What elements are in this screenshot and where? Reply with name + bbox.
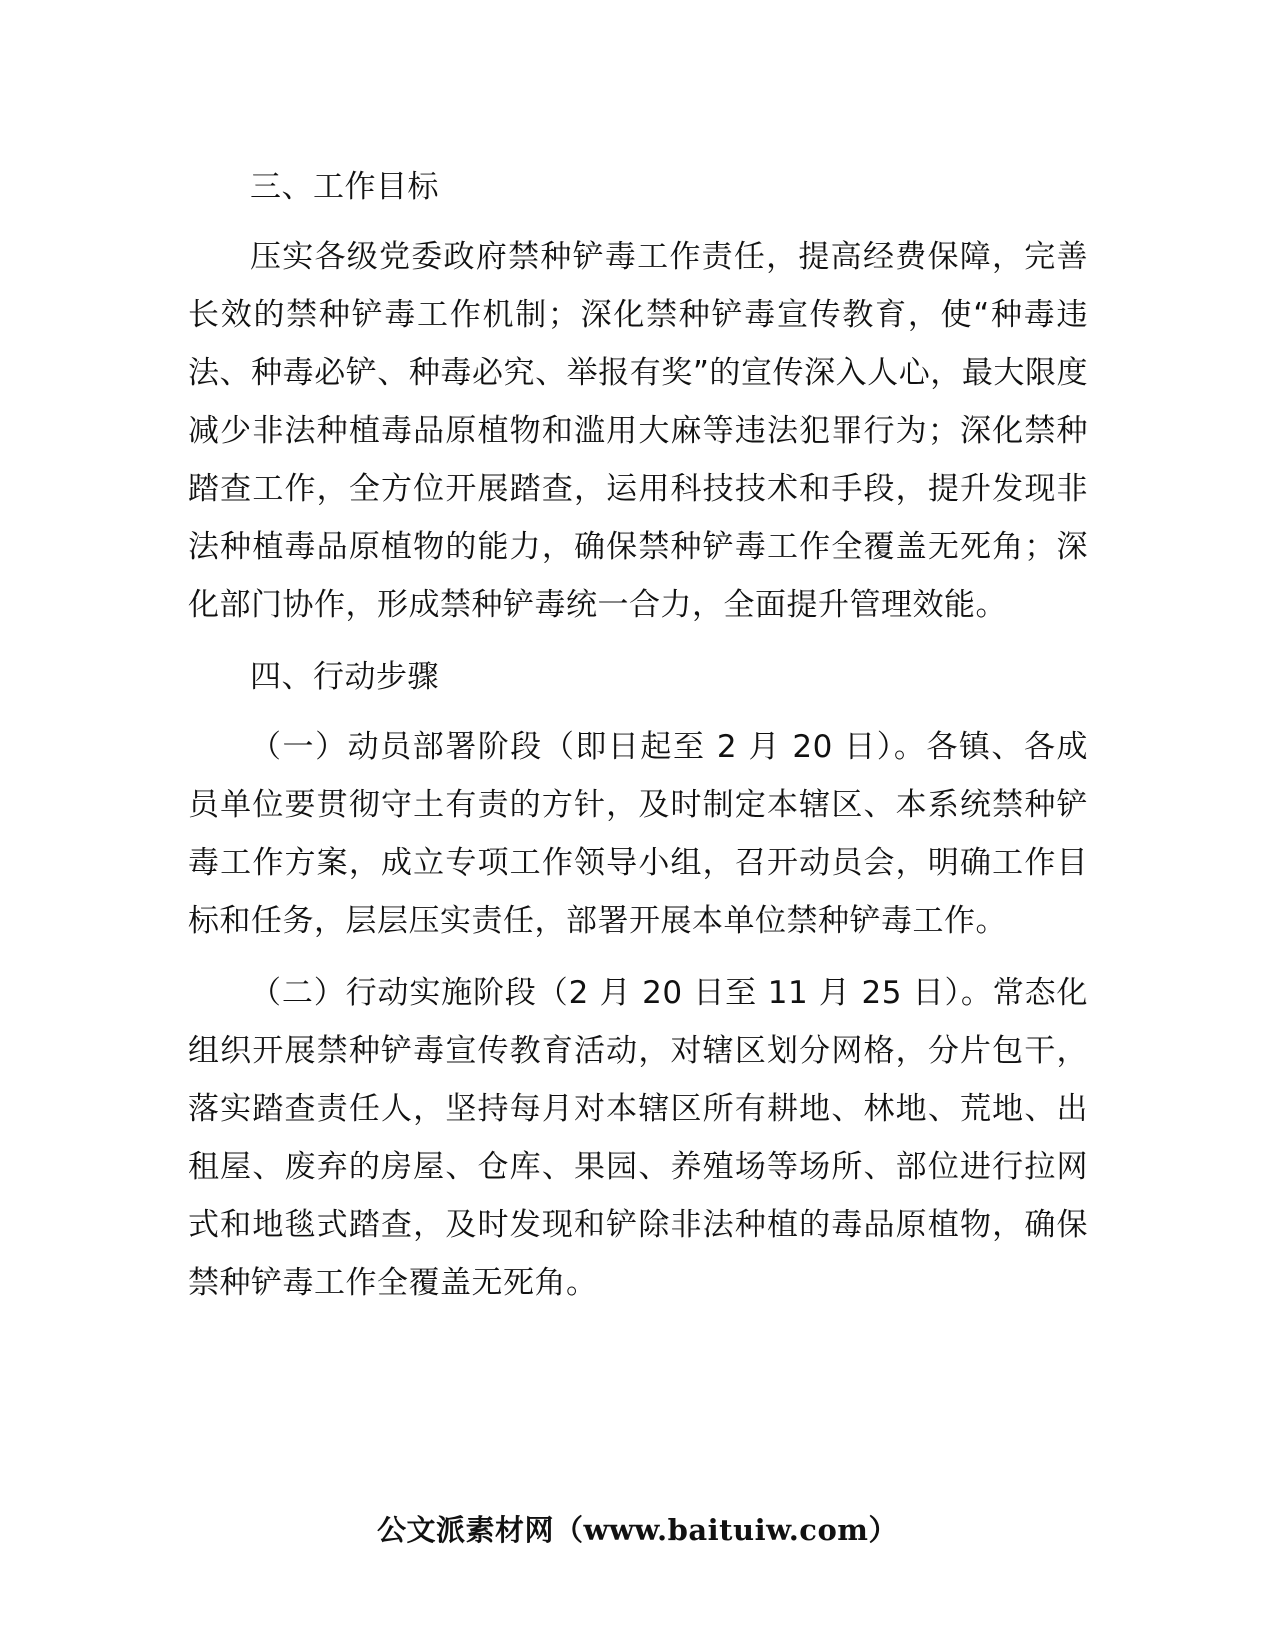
section-heading-work-goals: 三、工作目标 bbox=[250, 169, 439, 205]
paragraph-step-mobilization: （一）动员部署阶段（即日起至 2 月 20 日）。各镇、各成员单位要贯彻守土有责的方针，及时制定本辖区、本系统禁种铲毒工作方案，成立专项工作领导小组，召开动员会，明确工作目标和任务，层层压实责任，部署开展本单位禁种铲毒工作。 bbox=[188, 729, 1088, 939]
footer-watermark-text: 公文派素材网（www.baituiw.com） bbox=[377, 1513, 898, 1547]
document-body bbox=[188, 158, 1088, 1326]
paragraph-step-implementation: （二）行动实施阶段（2 月 20 日至 11 月 25 日）。常态化组织开展禁种铲毒宣传教育活动，对辖区划分网格，分片包干，落实踏查责任人，坚持每月对本辖区所有耕地、林地、荒地、出租屋、废弃的房屋、仓库、果园、养殖场等场所、部位进行拉网式和地毯式踏查，及时发现和铲除非法种植的毒品原植物，确保禁种铲毒工作全覆盖无死角。 bbox=[188, 975, 1088, 1301]
paragraph-work-goals: 压实各级党委政府禁种铲毒工作责任，提高经费保障，完善长效的禁种铲毒工作机制；深化禁种铲毒宣传教育，使“种毒违法、种毒必铲、种毒必究、举报有奖”的宣传深入人心，最大限度减少非法种植毒品原植物和滥用大麻等违法犯罪行为；深化禁种踏查工作，全方位开展踏查，运用科技技术和手段，提升发现非法种植毒品原植物的能力，确保禁种铲毒工作全覆盖无死角；深化部门协作，形成禁种铲毒统一合力，全面提升管理效能。 bbox=[188, 239, 1088, 623]
section-heading-action-steps: 四、行动步骤 bbox=[250, 659, 439, 695]
